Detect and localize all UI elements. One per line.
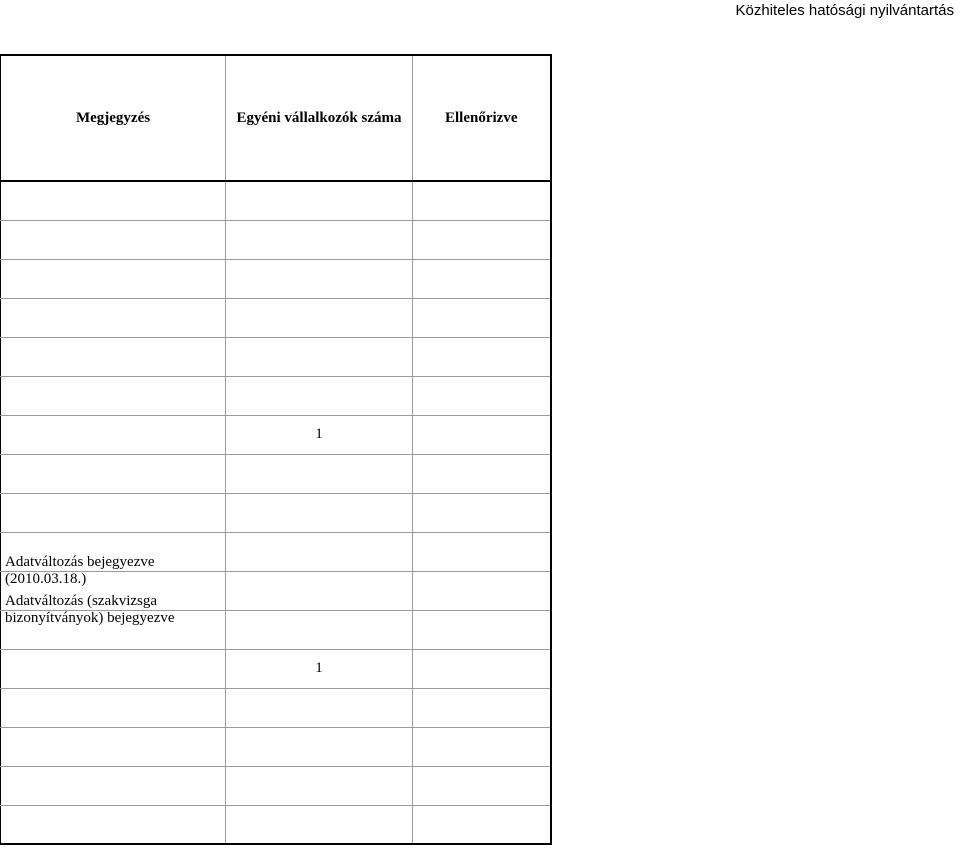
table-row <box>1 337 551 376</box>
checked-cell <box>413 259 551 298</box>
count-cell <box>226 454 413 493</box>
count-cell <box>226 493 413 532</box>
checked-cell <box>413 298 551 337</box>
column-header-checked: Ellenőrizve <box>413 55 551 181</box>
checked-cell <box>413 805 551 844</box>
table-row <box>1 181 551 220</box>
checked-cell <box>413 220 551 259</box>
checked-cell <box>413 493 551 532</box>
checked-cell <box>413 688 551 727</box>
checked-cell <box>413 766 551 805</box>
count-cell: 1 <box>226 415 413 454</box>
count-cell <box>226 181 413 220</box>
table-row <box>1 376 551 415</box>
note-cell <box>1 259 226 298</box>
checked-cell <box>413 415 551 454</box>
registry-table <box>0 54 552 845</box>
checked-cell <box>413 181 551 220</box>
checked-cell <box>413 571 551 610</box>
note-cell <box>1 805 226 844</box>
table-row <box>1 532 551 571</box>
note-cell <box>1 298 226 337</box>
note-text-line: (2010.03.18.) <box>5 570 87 587</box>
note-cell <box>1 688 226 727</box>
count-cell <box>226 337 413 376</box>
note-cell <box>1 610 226 649</box>
table-row <box>1 727 551 766</box>
column-header-note: Megjegyzés <box>1 55 226 181</box>
table-row <box>1 454 551 493</box>
note-cell <box>1 415 226 454</box>
checked-cell <box>413 532 551 571</box>
count-cell <box>226 259 413 298</box>
table-row <box>1 259 551 298</box>
checked-cell <box>413 649 551 688</box>
note-cell <box>1 571 226 626</box>
note-text-line: Adatváltozás (szakvizsga <box>5 592 158 609</box>
checked-cell <box>413 727 551 766</box>
note-cell <box>1 181 226 220</box>
count-cell <box>226 376 413 415</box>
count-cell <box>226 766 413 805</box>
table-header-row <box>1 55 551 181</box>
note-cell <box>1 766 226 805</box>
column-header-count: Egyéni vállalkozók száma <box>226 55 413 181</box>
table-row <box>1 493 551 532</box>
checked-cell <box>413 376 551 415</box>
table-row <box>1 805 551 844</box>
count-cell <box>226 220 413 259</box>
count-cell <box>226 532 413 571</box>
count-cell <box>226 727 413 766</box>
note-text-line: Adatváltozás bejegyezve <box>5 553 155 570</box>
table-row <box>1 610 551 649</box>
table-row <box>1 649 551 688</box>
note-cell <box>1 337 226 376</box>
count-cell: 1 <box>226 649 413 688</box>
note-cell <box>1 532 226 587</box>
checked-cell <box>413 337 551 376</box>
checked-cell <box>413 454 551 493</box>
count-cell <box>226 298 413 337</box>
note-text-line: bizonyítványok) bejegyezve <box>5 609 175 626</box>
count-cell <box>226 571 413 610</box>
table-row <box>1 298 551 337</box>
document-header-title: Közhiteles hatósági nyilvántartás <box>735 2 954 19</box>
note-cell <box>1 727 226 766</box>
note-cell <box>1 220 226 259</box>
table-row <box>1 220 551 259</box>
table-row <box>1 766 551 805</box>
note-cell <box>1 376 226 415</box>
note-cell <box>1 649 226 688</box>
note-cell <box>1 493 226 532</box>
table-row <box>1 571 551 610</box>
count-cell <box>226 688 413 727</box>
table-row <box>1 415 551 454</box>
note-cell <box>1 454 226 493</box>
table-row <box>1 688 551 727</box>
count-cell <box>226 610 413 649</box>
count-cell <box>226 805 413 844</box>
checked-cell <box>413 610 551 649</box>
